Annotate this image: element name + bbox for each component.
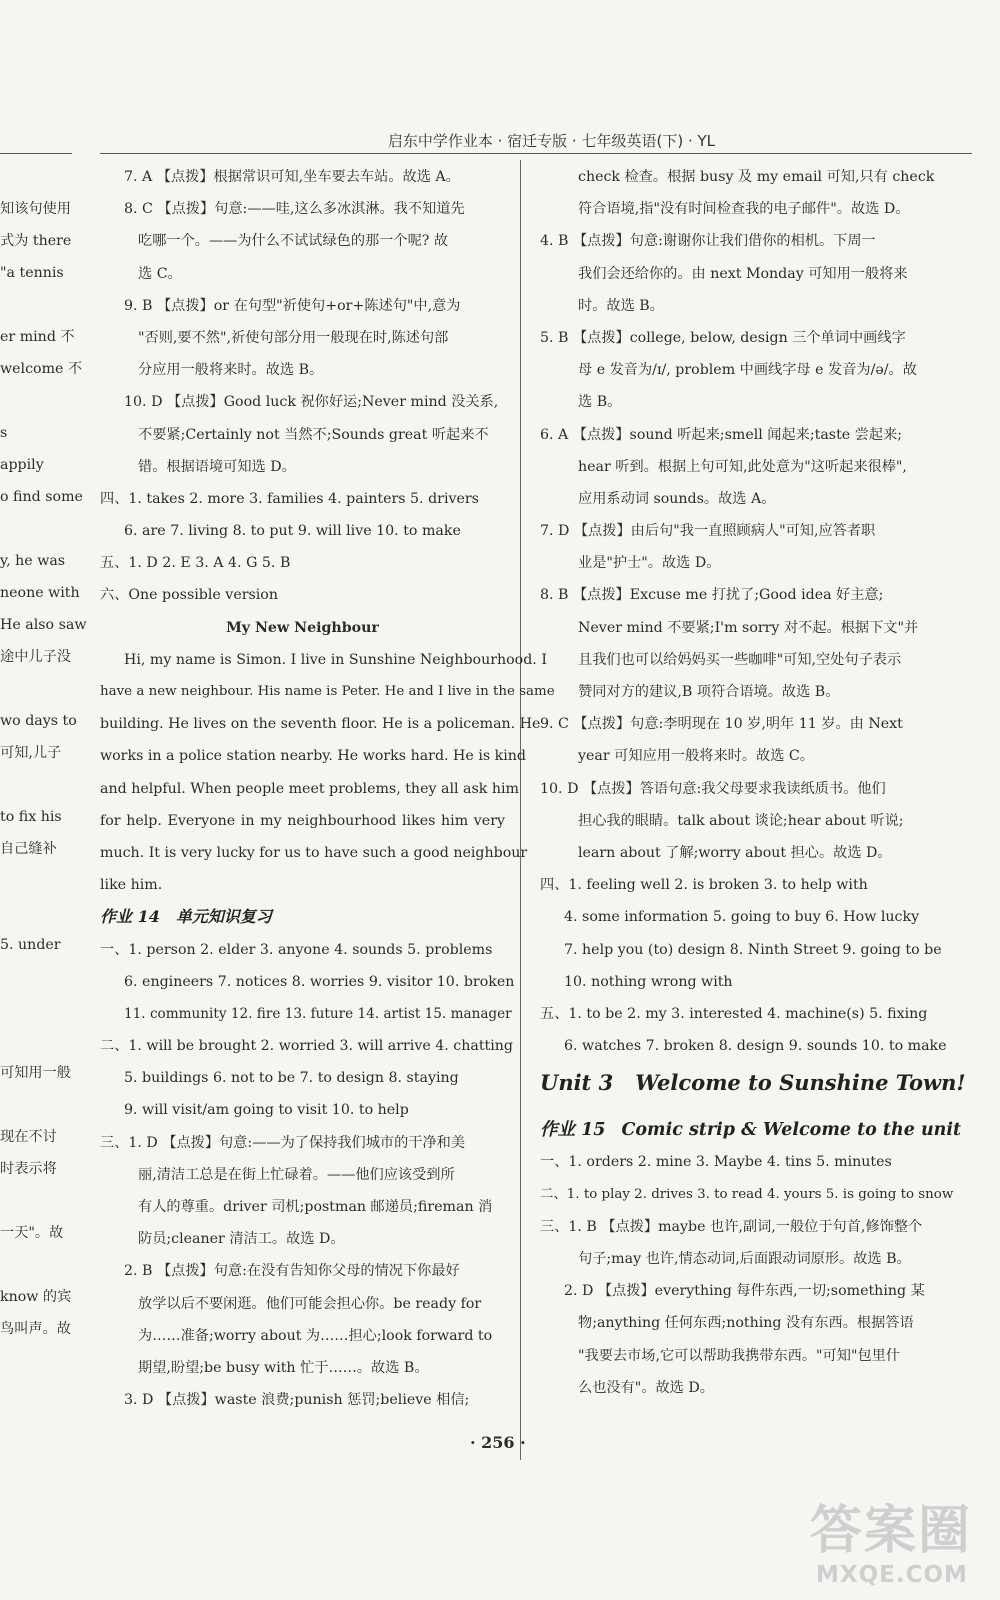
text-line: 时表示将 (0, 1161, 57, 1177)
text-line: to fix his (0, 809, 62, 825)
text-line (0, 289, 76, 321)
answer-line: 选 C。 (138, 265, 182, 282)
text-line: 知该句使用 (0, 201, 71, 217)
text-line: 5. under (0, 937, 61, 953)
answer-line: 9. will visit/am going to visit 10. to help (124, 1102, 409, 1119)
essay-line: like him. (100, 877, 163, 894)
answer-column-right (540, 161, 980, 1404)
unit-number: Unit 3 (540, 1070, 614, 1096)
answer-line: 三、1. B 【点拨】maybe 也许,副词,一般位于句首,修饰整个 (540, 1218, 923, 1235)
answer-line: hear 听到。根据上句可知,此处意为"这听起来很棒", (578, 458, 907, 475)
answer-line: 五、1. to be 2. my 3. interested 4. machine(s) 5. fixing (540, 1005, 928, 1022)
answer-line: learn about 了解;worry about 担心。故选 D。 (578, 844, 892, 861)
header-rule-left (0, 153, 72, 154)
header-rule (100, 153, 972, 154)
answer-line: 防员;cleaner 清洁工。故选 D。 (138, 1231, 345, 1248)
answer-line: 时。故选 B。 (578, 297, 664, 314)
answer-column-middle (100, 161, 555, 1416)
text-line: 可知用一般 (0, 1065, 71, 1081)
answer-line: year 可知应用一般将来时。故选 C。 (578, 748, 814, 765)
unit-title: Welcome to Sunshine Town! (635, 1070, 966, 1096)
answer-line: 5. B 【点拨】college, below, design 三个单词中画线字 (540, 329, 906, 346)
answer-line: 2. D 【点拨】everything 每件东西,一切;something 某 (564, 1283, 925, 1300)
answer-line: 我们会还给你的。由 next Monday 可知用一般将来 (578, 265, 908, 282)
text-line (0, 161, 76, 193)
text-line: wo days to (0, 713, 77, 729)
text-line: 现在不讨 (0, 1129, 57, 1145)
answer-line: 9. B 【点拨】or 在句型"祈使句+or+陈述句"中,意为 (124, 297, 461, 314)
cropped-left-column (0, 161, 87, 1345)
essay-line: Hi, my name is Simon. I live in Sunshine Neighbourhood. I (124, 651, 547, 668)
answer-line: 2. B 【点拨】句意:在没有告知你父母的情况下你最好 (124, 1263, 460, 1280)
answer-line: 6. engineers 7. notices 8. worries 9. visitor 10. broken (124, 973, 515, 990)
answer-line: 丽,清洁工总是在街上忙碌着。——他们应该受到所 (138, 1166, 455, 1183)
essay-line: much. It is very lucky for us to have such a good neighbour (100, 844, 528, 861)
homework-title: Comic strip & Welcome to the unit (621, 1120, 962, 1141)
answer-line: 选 B。 (578, 394, 622, 411)
text-line (0, 865, 76, 897)
spacer (540, 1104, 980, 1114)
answer-line: 二、1. to play 2. drives 3. to read 4. yours 5. is going to snow (540, 1186, 954, 1202)
answer-line: 三、1. D 【点拨】句意:——为了保持我们城市的干净和美 (100, 1134, 466, 1151)
answer-line: 7. help you (to) design 8. Ninth Street 9. going to be (564, 941, 942, 958)
text-line: 自己缝补 (0, 841, 57, 857)
answer-line: 放学以后不要闲逛。他们可能会担心你。be ready for (138, 1295, 482, 1312)
text-line: er mind 不 (0, 329, 75, 345)
answer-line: 错。根据语境可知选 D。 (138, 458, 296, 475)
text-line (0, 897, 76, 929)
answer-line: 物;anything 任何东西;nothing 没有东西。根据答语 (578, 1315, 914, 1332)
answer-line: 8. B 【点拨】Excuse me 打扰了;Good idea 好主意; (540, 587, 884, 604)
text-line (0, 961, 76, 993)
answer-line: 一、1. person 2. elder 3. anyone 4. sounds 5. problems (100, 941, 493, 958)
text-line: "a tennis (0, 265, 64, 281)
answer-line: 6. are 7. living 8. to put 9. will live 10. to make (124, 523, 461, 540)
site-watermark (810, 1500, 990, 1595)
text-line: 可知,儿子 (0, 745, 62, 761)
answer-line: 五、1. D 2. E 3. A 4. G 5. B (100, 555, 291, 572)
answer-line: "否则,要不然",祈使句部分用一般现在时,陈述句部 (138, 329, 449, 346)
column-divider (520, 160, 521, 1460)
text-line (0, 1185, 76, 1217)
watermark-logo: 答案圈 (810, 1501, 973, 1561)
text-line (0, 513, 76, 545)
answer-line: 赞同对方的建议,B 项符合语境。故选 B。 (578, 684, 840, 700)
text-line: 一天"。故 (0, 1225, 64, 1241)
text-line: o find some (0, 489, 83, 505)
text-line (0, 1089, 76, 1121)
homework-title: 单元知识复习 (175, 907, 272, 927)
text-line (0, 1025, 76, 1057)
answer-line: 3. D 【点拨】waste 浪费;punish 惩罚;believe 相信; (124, 1392, 470, 1409)
answer-line: 5. buildings 6. not to be 7. to design 8. staying (124, 1070, 459, 1087)
answer-line: 四、1. feeling well 2. is broken 3. to help with (540, 877, 868, 894)
text-line: welcome 不 (0, 361, 83, 377)
answer-line: Never mind 不要紧;I'm sorry 对不起。根据下文"并 (578, 619, 919, 636)
answer-line: 不要紧;Certainly not 当然不;Sounds great 听起来不 (138, 426, 489, 443)
essay-line: works in a police station nearby. He works hard. He is kind (100, 748, 527, 765)
answer-line: 应用系动词 sounds。故选 A。 (578, 490, 776, 507)
answer-line: 四、1. takes 2. more 3. families 4. painters 5. drivers (100, 490, 479, 507)
text-line (0, 769, 76, 801)
unit-3-heading (540, 1062, 980, 1104)
homework-14-heading (100, 901, 505, 933)
answer-line: 么也没有"。故选 D。 (578, 1379, 714, 1396)
answer-line: 六、One possible version (100, 587, 278, 604)
answer-line: 有人的尊重。driver 司机;postman 邮递员;fireman 消 (138, 1199, 493, 1215)
answer-line: 8. C 【点拨】句意:——哇,这么多冰淇淋。我不知道先 (124, 201, 465, 218)
text-line (0, 673, 76, 705)
answer-line: 为……准备;worry about 为……担心;look forward to (138, 1327, 493, 1344)
answer-line: 6. watches 7. broken 8. design 9. sounds 10. to make (564, 1038, 947, 1055)
homework-number: 作业 14 (100, 907, 160, 927)
text-line: neone with (0, 585, 80, 601)
answer-line: 且我们也可以给妈妈买一些咖啡"可知,空处句子表示 (578, 651, 902, 668)
text-line: know 的宾 (0, 1289, 72, 1305)
text-line: s (0, 425, 8, 441)
essay-line: building. He lives on the seventh floor. He is a policeman. He (100, 716, 541, 733)
answer-line: 期望,盼望;be busy with 忙于……。故选 B。 (138, 1359, 429, 1376)
page-number: · 256 · (470, 1433, 526, 1452)
answer-line: 7. D 【点拨】由后句"我一直照顾病人"可知,应答者职 (540, 523, 876, 540)
answer-line: 11. community 12. fire 13. future 14. artist 15. manager (124, 1005, 512, 1022)
text-line: appily (0, 457, 44, 473)
essay-line: and helpful. When people meet problems, they all ask him (100, 780, 520, 797)
essay-title: My New Neighbour (226, 619, 379, 636)
text-line: He also saw (0, 617, 87, 633)
text-line: y, he was (0, 553, 66, 569)
answer-line: 7. A 【点拨】根据常识可知,坐车要去车站。故选 A。 (124, 169, 460, 185)
answer-line: "我要去市场,它可以帮助我携带东西。"可知"包里什 (578, 1347, 901, 1364)
answer-line: 母 e 发音为/ɪ/, problem 中画线字母 e 发音为/ə/。故 (578, 362, 917, 379)
watermark-url: MXQE.COM (816, 1562, 968, 1588)
text-line (0, 1249, 76, 1281)
answer-line: check 检查。根据 busy 及 my email 可知,只有 check (578, 169, 935, 185)
answer-line: 10. D 【点拨】Good luck 祝你好运;Never mind 没关系, (124, 394, 499, 411)
answer-line: 4. some information 5. going to buy 6. How lucky (564, 909, 920, 926)
answer-line: 10. nothing wrong with (564, 973, 733, 990)
essay-line: for help. Everyone in my neighbourhood likes him very (100, 812, 505, 829)
answer-line: 句子;may 也许,情态动词,后面跟动词原形。故选 B。 (578, 1251, 911, 1267)
answer-line: 分应用一般将来时。故选 B。 (138, 362, 324, 379)
answer-line: 10. D 【点拨】答语句意:我父母要求我读纸质书。他们 (540, 780, 886, 797)
running-header: 启东中学作业本 · 宿迁专版 · 七年级英语(下) · YL (387, 132, 715, 150)
text-line (0, 385, 76, 417)
homework-number: 作业 15 (540, 1120, 606, 1141)
homework-15-heading (540, 1114, 980, 1146)
answer-line: 吃哪一个。——为什么不试试绿色的那一个呢? 故 (138, 233, 449, 250)
essay-line: have a new neighbour. His name is Peter. He and I live in the same (100, 684, 555, 699)
text-line: 途中儿子没 (0, 649, 71, 665)
text-line (0, 993, 76, 1025)
answer-line: 符合语境,指"没有时间检查我的电子邮件"。故选 D。 (578, 201, 910, 218)
answer-line: 业是"护士"。故选 D。 (578, 555, 721, 572)
answer-line: 担心我的眼睛。talk about 谈论;hear about 听说; (578, 812, 904, 829)
text-line: 鸟叫声。故 (0, 1321, 71, 1337)
answer-line: 6. A 【点拨】sound 听起来;smell 闻起来;taste 尝起来; (540, 426, 903, 443)
text-line: 式为 there (0, 233, 72, 249)
answer-line: 9. C 【点拨】句意:李明现在 10 岁,明年 11 岁。由 Next (540, 716, 903, 733)
answer-line: 一、1. orders 2. mine 3. Maybe 4. tins 5. minutes (540, 1154, 892, 1171)
answer-line: 4. B 【点拨】句意:谢谢你让我们借你的相机。下周一 (540, 233, 876, 250)
answer-line: 二、1. will be brought 2. worried 3. will arrive 4. chatting (100, 1038, 514, 1055)
